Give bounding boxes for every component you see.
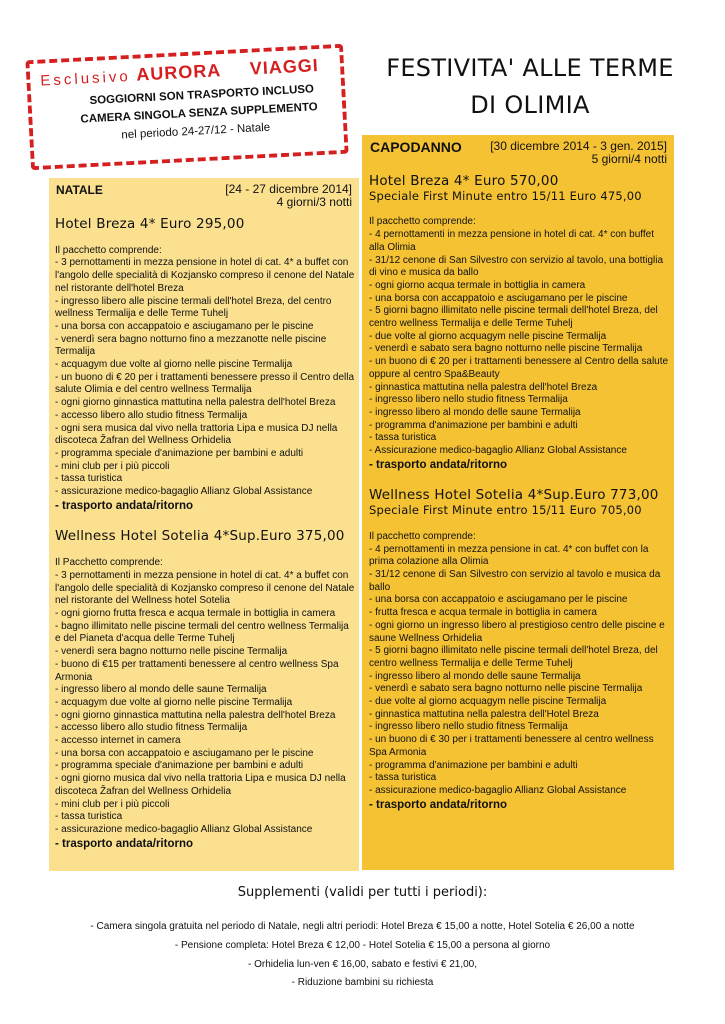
stamp-aurora: AURORA [135,60,222,85]
package-item: - ogni giorno ginnastica mattutina nella palestra dell'hotel Breza [55,397,336,409]
capodanno-hotel-sotelia-title: Wellness Hotel Sotelia 4*Sup.Euro 773,00 [369,487,659,504]
package-item: - programma speciale d'animazione per bambini e adulti [55,760,304,772]
natale-column [49,178,359,871]
package-item: - ogni giorno un ingresso libero al prestigioso centro delle piscine e saune Wellness Orhidelia [369,619,665,644]
package-item: - ogni giorno ginnastica mattutina nella palestra dell'hotel Breza [55,709,336,721]
supplement-line: - Camera singola gratuita nel periodo di Natale, negli altri periodi: Hotel Breza € 15,00 a notte, Hotel Sotelia € 26,00 a notte [90,921,635,932]
supplements-title: Supplementi (validi per tutti i periodi): [237,885,488,900]
package-item: - una borsa con accappatoio e asciugamano per le piscine [369,594,628,606]
package-item: - ingresso libero al mondo delle saune Termalija [369,406,581,418]
package-item: - ginnastica mattutina nella palestra dell'Hotel Breza [369,708,599,720]
natale-label: NATALE [56,183,103,197]
package-item: - 5 giorni bagno illimitato nelle piscine termali dell'hotel Breza, del centro wellness Termalija e delle Terme Tuhelj [369,305,658,330]
natale-hotel-sotelia-intro: Il Pacchetto comprende: [55,557,163,569]
page-title-line1: FESTIVITA' ALLE TERME [386,54,674,82]
package-item: - programma d'animazione per bambini e adulti [369,419,578,431]
capodanno-date-range: [30 dicembre 2014 - 3 gen. 2015] [490,139,667,153]
capodanno-hotel-breza-items [367,229,670,458]
package-item: - 3 pernottamenti in mezza pensione in hotel di cat. 4* a buffet con l'angolo delle specialità di Kozjansko compreso il cenone del Natale nel ristorante dell'hotel Breza [55,257,355,294]
capodanno-hotel-sotelia-items [367,544,670,798]
package-item: - programma speciale d'animazione per bambini e adulti [55,447,304,459]
package-item: - tassa turistica [369,772,437,784]
natale-hotel-breza-transport: - trasporto andata/ritorno [55,499,194,512]
capodanno-hotel-sotelia-special: Speciale First Minute entro 15/11 Euro 705,00 [369,503,642,518]
capodanno-duration: 5 giorni/4 notti [591,152,667,166]
package-item: - una borsa con accappatoio e asciugamano per le piscine [369,292,628,304]
package-item: - programma d'animazione per bambini e adulti [369,759,578,771]
package-item: - ogni giorno acqua termale in bottiglia in camera [369,279,586,291]
page-title [360,50,700,124]
package-item: - ingresso libero nello studio fitness Termalija [369,721,568,733]
package-item: - una borsa con accappatoio e asciugamano per le piscine [55,747,314,759]
capodanno-hotel-breza-intro: Il pacchetto comprende: [369,216,476,228]
package-item: - frutta fresca e acqua termale in bottiglia in camera [369,607,597,619]
capodanno-hotel-sotelia-intro: Il pacchetto comprende: [369,530,476,542]
supplement-line: - Orhidelia lun-ven € 16,00, sabato e festivi € 21,00, [247,959,478,970]
capodanno-hotel-breza-title: Hotel Breza 4* Euro 570,00 [369,173,559,189]
stamp-viaggi: VIAGGI [249,55,320,79]
package-item: - ogni sera musica dal vivo nella trattoria Lipa e musica DJ nella discoteca Žafran del Wellness Orhidelia [55,422,338,447]
package-item: - 4 pernottamenti in mezza pensione in cat. 4* con buffet con la prima colazione alla Olimia [369,543,649,568]
package-item: - due volte al giorno acquagym nelle piscine Termalija [369,330,607,342]
capodanno-hotel-sotelia-transport: - trasporto andata/ritorno [369,798,508,811]
package-item: - accesso internet in camera [55,735,181,747]
package-item: - mini club per i più piccoli [55,798,170,810]
package-item: - venerdì e sabato sera bagno notturno nelle piscine Termalija [369,683,643,695]
package-item: - tassa turistica [369,432,437,444]
natale-header [53,182,355,216]
package-item: - ogni giorno frutta fresca e acqua termale in bottiglia in camera [55,607,336,619]
package-item: - acquagym due volte al giorno nelle piscine Termalija [55,696,293,708]
package-item: - 4 pernottamenti in mezza pensione in hotel di cat. 4* con buffet alla Olimia [369,229,654,253]
capodanno-header [367,139,670,173]
natale-duration: 4 giorni/3 notti [276,195,352,209]
capodanno-hotel-breza-transport: - trasporto andata/ritorno [369,458,508,471]
package-item: - acquagym due volte al giorno nelle piscine Termalija [55,359,293,371]
package-item: - ingresso libero alle piscine termali dell'hotel Breza, del centro wellness Termalija e delle Terme Tuhelj [55,295,332,320]
package-item: - venerdì sera bagno notturno nelle piscine Termalija [55,646,288,658]
natale-date-range: [24 - 27 dicembre 2014] [225,182,352,196]
package-item: - un buono di € 30 per i trattamenti benessere al centro wellness Spa Armonia [369,734,654,758]
package-item: - una borsa con accappatoio e asciugamano per le piscine [55,320,314,332]
capodanno-hotel-breza-special: Speciale First Minute entro 15/11 Euro 475,00 [369,188,642,203]
package-item: - venerdì sera bagno notturno fino a mezzanotte nelle piscine Termalija [55,333,327,358]
package-item: - 3 pernottamenti in mezza pensione in hotel di cat. 4* a buffet con l'angolo delle specialità di Kozjansko compreso il cenone del Natale nel ristorante del Wellness hotel Sotelia [55,569,355,607]
package-item: - 31/12 cenone di San Silvestro con servizio al tavolo e musica da ballo [369,568,661,593]
supplement-line: - Riduzione bambini su richiesta [291,977,434,988]
stamp-line-single-room: CAMERA SINGOLA SENZA SUPPLEMENTO [80,101,318,126]
package-item: - assicurazione medico-bagaglio Allianz Global Assistance [55,823,313,835]
package-item: - buono di €15 per trattamenti benessere al centro wellness Spa Armonia [55,658,339,683]
supplement-line: - Pensione completa: Hotel Breza € 12,00 - Hotel Sotelia € 15,00 a persona al giorno [174,940,551,951]
package-item: - un buono di € 20 per i trattamenti benessere presso il Centro della salute Olimia e del centro wellness Termalija [55,371,355,396]
package-item: - 5 giorni bagno illimitato nelle piscine termali dell'hotel Breza, del centro wellness Termalija e delle Terme Tuhelj [369,645,658,669]
capodanno-label: CAPODANNO [370,139,462,155]
package-item: - mini club per i più piccoli [55,460,170,472]
package-item: - tassa turistica [55,473,123,485]
natale-hotel-sotelia-transport: - trasporto andata/ritorno [55,837,194,850]
stamp-line-transport: SOGGIORNI SON TRASPORTO INCLUSO [89,83,315,108]
package-item: - assicurazione medico-bagaglio Allianz Global Assistance [55,486,313,498]
natale-hotel-breza-intro: Il pacchetto comprende: [55,244,162,256]
package-item: - ingresso libero al mondo delle saune Termalija [55,684,267,696]
stamp-esclusivo: Esclusivo [40,67,132,90]
package-item: - tassa turistica [55,811,123,823]
natale-hotel-breza-items [53,257,355,498]
package-item: - due volte al giorno acquagym nelle piscine Termalija [369,696,607,708]
package-item: - bagno illimitato nelle piscine termali del centro wellness Termalija e del Pianeta d'acqua delle Terme Tuhelj [55,620,349,645]
agency-stamp [25,44,348,170]
package-item: - accesso libero allo studio fitness Termalija [55,722,248,734]
package-item: - ginnastica mattutina nella palestra dell'hotel Breza [369,381,598,393]
package-item: - 31/12 cenone di San Silvestro con servizio al tavolo, una bottiglia di vino e musica da ballo [369,254,664,279]
page-title-line2: DI OLIMIA [470,91,590,119]
package-item: - Assicurazione medico-bagaglio Allianz Global Assistance [369,445,627,457]
package-item: - assicurazione medico-bagaglio Allianz Global Assistance [369,784,627,796]
natale-hotel-sotelia-title: Wellness Hotel Sotelia 4*Sup.Euro 375,00 [55,528,345,545]
package-item: - ingresso libero al mondo delle saune Termalija [369,670,581,682]
natale-hotel-breza-title: Hotel Breza 4* Euro 295,00 [55,216,245,232]
package-item: - ingresso libero nello studio fitness Termalija [369,394,568,406]
capodanno-dates [490,140,667,166]
natale-hotel-sotelia-items [53,570,355,837]
package-item: - accesso libero allo studio fitness Termalija [55,409,248,421]
capodanno-column [362,135,674,870]
natale-dates [225,183,352,209]
stamp-line-period: nel periodo 24-27/12 - Natale [121,121,271,142]
package-item: - ogni giorno musica dal vivo nella trattoria Lipa e musica DJ nella discoteca Žafran del Wellness Orhidelia [55,773,346,797]
package-item: - un buono di € 20 per i trattamenti benessere al Centro della salute oppure al centro Spa&Beauty [369,356,669,380]
package-item: - venerdì e sabato sera bagno notturno nelle piscine Termalija [369,343,643,355]
